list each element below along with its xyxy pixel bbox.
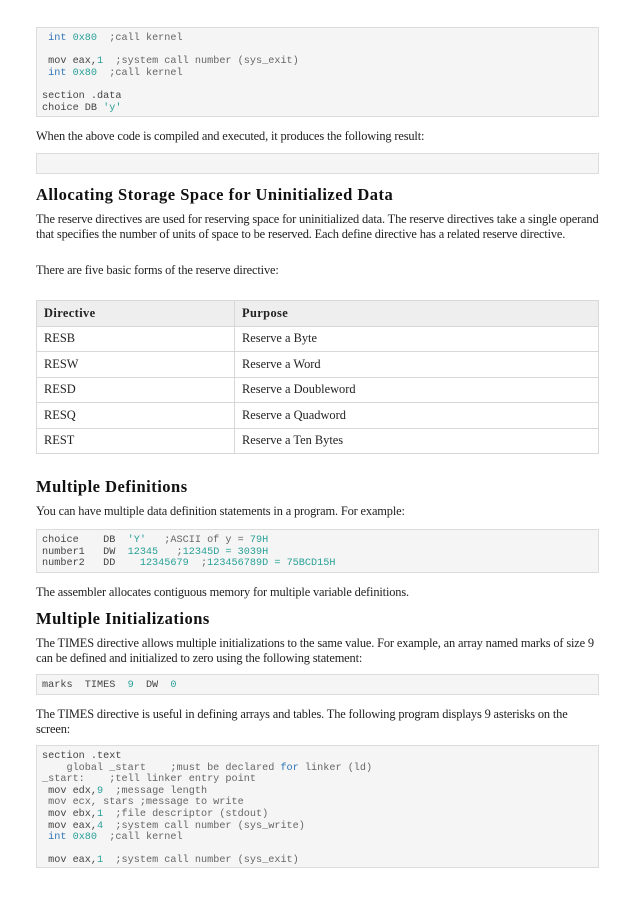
code-token: choice DB (42, 102, 104, 114)
table-row (37, 377, 599, 403)
code-line (42, 535, 593, 547)
code-token: ;call kernel (97, 67, 183, 79)
code-token: choice DB (42, 535, 128, 546)
table-cell-purpose: Reserve a Quadword (235, 403, 599, 429)
code-token: ; (158, 546, 183, 558)
code-line (42, 786, 593, 798)
code-line (42, 547, 593, 559)
table-header-row (37, 301, 599, 327)
table-cell-directive: RESD (37, 377, 235, 403)
code-token: ;file descriptor (stdout) (103, 808, 269, 820)
code-line (42, 558, 593, 570)
result-output-block (36, 153, 599, 174)
code-token: DW (133, 680, 171, 691)
code-token: 12345679 (139, 558, 189, 570)
code-token: 4 (97, 820, 104, 832)
code-token: ;call kernel (97, 832, 183, 844)
code-line (42, 855, 593, 867)
code-token: ;system call number (sys_exit) (103, 56, 299, 68)
code-token: 1 (97, 855, 104, 867)
code-block-top (36, 27, 599, 117)
code-token: 0x80 (72, 67, 98, 79)
code-line (42, 751, 593, 763)
code-token: linker (ld) (298, 762, 373, 774)
code-token: 1 (97, 56, 104, 68)
result-intro-text: When the above code is compiled and executed, it produces the following result: (36, 129, 425, 143)
code-token: int (42, 832, 73, 844)
code-token: 9 (127, 680, 134, 691)
code-line (42, 103, 593, 115)
heading-uninitialized-data: Allocating Storage Space for Uninitialized Data (36, 185, 394, 204)
table-row (37, 403, 599, 429)
table-header-directive: Directive (37, 301, 235, 327)
code-line (42, 797, 593, 809)
code-line (42, 763, 593, 775)
code-token: 'Y' (127, 535, 146, 546)
table-cell-directive: RESQ (37, 403, 235, 429)
code-token: ; (188, 558, 208, 570)
code-token: int (42, 67, 73, 79)
code-token: number2 DD (42, 558, 140, 570)
para-contiguous-memory: The assembler allocates contiguous memory for multiple variable definitions. (36, 585, 409, 599)
code-token: ;message length (103, 785, 208, 797)
code-line (42, 33, 593, 45)
code-line (42, 774, 593, 786)
code-line (42, 91, 593, 103)
code-block-bottom (36, 745, 599, 868)
code-token: section .text (42, 751, 122, 762)
table-row (37, 352, 599, 378)
table-cell-purpose: Reserve a Byte (235, 326, 599, 352)
code-token: mov edx, (42, 785, 98, 797)
code-token: mov eax, (42, 56, 98, 68)
code-line (42, 56, 593, 68)
code-line (42, 79, 593, 91)
code-token: ;system call number (sys_write) (103, 820, 305, 832)
para-times-directive: The TIMES directive allows multiple initializations to the same value. For example, an array named marks of size 9 can be defined and initialized to zero using the following statement: (36, 636, 594, 665)
code-line (42, 809, 593, 821)
code-token: for (280, 762, 299, 774)
table-cell-directive: RESB (37, 326, 235, 352)
heading-multiple-definitions: Multiple Definitions (36, 477, 188, 496)
code-token: number1 DW (42, 546, 128, 558)
code-token: mov ebx, (42, 808, 98, 820)
code-token: int (42, 33, 73, 44)
code-token: 'y' (103, 102, 122, 114)
code-token: 1 (97, 808, 104, 820)
code-token: 12345 (127, 546, 159, 558)
code-token: ;system call number (sys_exit) (103, 855, 299, 867)
code-token: section .data (42, 90, 122, 102)
table-cell-directive: RESW (37, 352, 235, 378)
code-token: mov eax, (42, 820, 98, 832)
code-token: marks TIMES (42, 680, 128, 691)
para-times-useful: The TIMES directive is useful in defining arrays and tables. The following program displays 9 asterisks on the screen: (36, 707, 568, 736)
table-cell-directive: REST (37, 428, 235, 454)
code-token: 0x80 (72, 832, 98, 844)
code-token: mov ecx, stars ;message to write (42, 797, 244, 809)
code-token: mov eax, (42, 855, 98, 867)
para-reserve-directives: The reserve directives are used for reserving space for uninitialized data. The reserve directives take a single operand that specifies the number of units of space to be reserved. Each define directive has a related reserve directive. (36, 212, 599, 241)
para-five-forms: There are five basic forms of the reserve directive: (36, 263, 279, 277)
table-row (37, 428, 599, 454)
table-header-purpose: Purpose (235, 301, 599, 327)
code-line (42, 844, 593, 856)
code-block-times (36, 674, 599, 695)
code-line (42, 680, 593, 692)
heading-multiple-initializations: Multiple Initializations (36, 609, 210, 628)
code-token: _start: ;tell linker entry point (42, 774, 256, 786)
code-block-multiple-definitions (36, 529, 599, 573)
reserve-directive-table (36, 300, 599, 454)
code-token: 79H (249, 535, 269, 546)
code-token: ;ASCII of y = (145, 535, 250, 546)
code-token: 0x80 (72, 33, 98, 44)
code-line (42, 832, 593, 844)
table-cell-purpose: Reserve a Word (235, 352, 599, 378)
code-token: global _start ;must be declared (42, 762, 281, 774)
code-token: 123456789D = 75BCD15H (207, 558, 336, 570)
code-line (42, 68, 593, 80)
code-token: ;call kernel (97, 33, 183, 44)
code-token: 0 (170, 680, 177, 691)
code-line (42, 821, 593, 833)
table-cell-purpose: Reserve a Doubleword (235, 377, 599, 403)
code-line (42, 45, 593, 57)
para-multiple-definitions: You can have multiple data definition statements in a program. For example: (36, 504, 405, 518)
code-token: 12345D = 3039H (182, 546, 269, 558)
table-row (37, 326, 599, 352)
code-token: 9 (97, 785, 104, 797)
table-cell-purpose: Reserve a Ten Bytes (235, 428, 599, 454)
